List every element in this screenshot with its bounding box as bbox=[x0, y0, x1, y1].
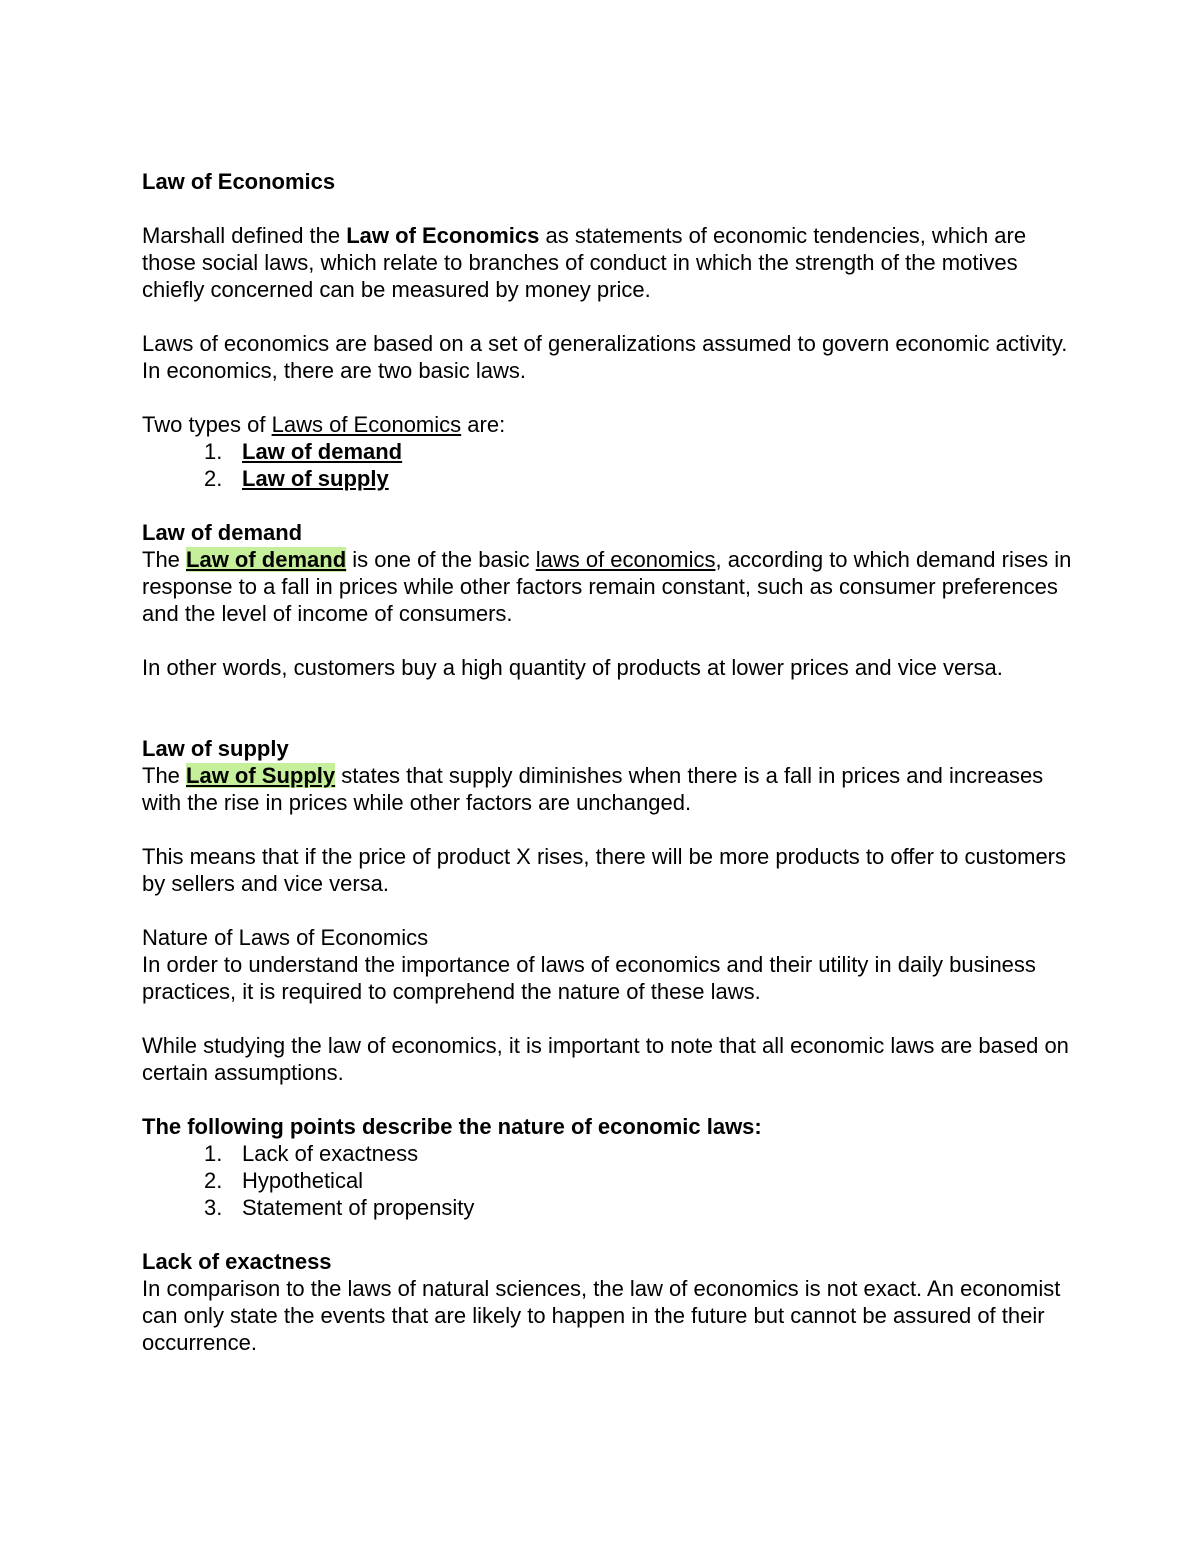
nature-heading: Nature of Laws of Economics bbox=[142, 925, 429, 950]
list-item: 2. Law of supply bbox=[204, 466, 389, 491]
intro-bold-term: Law of Economics bbox=[346, 223, 540, 248]
demand-paragraph-1 bbox=[142, 546, 1072, 627]
supply-paragraph-1 bbox=[142, 762, 1072, 816]
law-of-demand-link[interactable]: Law of demand bbox=[242, 439, 403, 464]
intro-text: are: bbox=[461, 412, 506, 437]
law-types-list bbox=[142, 438, 1072, 492]
laws-of-economics-link[interactable]: Laws of Economics bbox=[271, 412, 462, 437]
intro-paragraph-2: Laws of economics are based on a set of generalizations assumed to govern economic activity. In economics, there are two basic laws. bbox=[142, 331, 1068, 383]
demand-text: The bbox=[142, 547, 187, 572]
nature-points-heading: The following points describe the nature of economic laws: bbox=[142, 1114, 762, 1139]
demand-text: , according to which demand rises in response to a fall in prices while other factors remain constant, such as consumer preferences and the level of income of consumers. bbox=[142, 547, 1072, 626]
list-item: 1. Law of demand bbox=[204, 439, 403, 464]
demand-paragraph-2: In other words, customers buy a high quantity of products at lower prices and vice versa. bbox=[142, 655, 1003, 680]
supply-text: states that supply diminishes when there is a fall in prices and increases with the rise in prices while other factors are unchanged. bbox=[142, 763, 1044, 815]
demand-text: is one of the basic bbox=[346, 547, 536, 572]
intro-text: as statements of economic tendencies, which are those social laws, which relate to branches of conduct in which the strength of the motives chiefly concerned can be measured by money price. bbox=[142, 223, 1027, 302]
law-of-supply-highlight-link[interactable]: Law of Supply bbox=[186, 763, 336, 788]
nature-paragraph-1: In order to understand the importance of laws of economics and their utility in daily business practices, it is required to comprehend the nature of these laws. bbox=[142, 952, 1036, 1004]
law-of-demand-highlight-link[interactable]: Law of demand bbox=[186, 547, 347, 572]
exactness-heading: Lack of exactness bbox=[142, 1249, 332, 1274]
intro-text: Marshall defined the bbox=[142, 223, 347, 248]
demand-heading: Law of demand bbox=[142, 520, 303, 545]
supply-text: The bbox=[142, 763, 187, 788]
exactness-paragraph-1: In comparison to the laws of natural sciences, the law of economics is not exact. An economist can only state the events that are likely to happen in the future but cannot be assured of their occurrence. bbox=[142, 1276, 1061, 1355]
supply-paragraph-2: This means that if the price of product X rises, there will be more products to offer to customers by sellers and vice versa. bbox=[142, 844, 1066, 896]
laws-of-economics-inline-link[interactable]: laws of economics bbox=[535, 547, 716, 572]
document-title: Law of Economics bbox=[142, 169, 336, 194]
intro-paragraph-1 bbox=[142, 222, 1072, 303]
list-item: 2. Hypothetical bbox=[204, 1168, 364, 1193]
intro-paragraph-3 bbox=[142, 411, 1072, 438]
law-of-supply-link[interactable]: Law of supply bbox=[242, 466, 389, 491]
intro-text: Two types of bbox=[142, 412, 272, 437]
supply-heading: Law of supply bbox=[142, 736, 289, 761]
nature-paragraph-2: While studying the law of economics, it is important to note that all economic laws are based on certain assumptions. bbox=[142, 1033, 1069, 1085]
document-body bbox=[142, 168, 1072, 1356]
list-item: 3. Statement of propensity bbox=[204, 1195, 475, 1220]
list-item: 1. Lack of exactness bbox=[204, 1141, 419, 1166]
nature-points-list bbox=[142, 1140, 1072, 1221]
